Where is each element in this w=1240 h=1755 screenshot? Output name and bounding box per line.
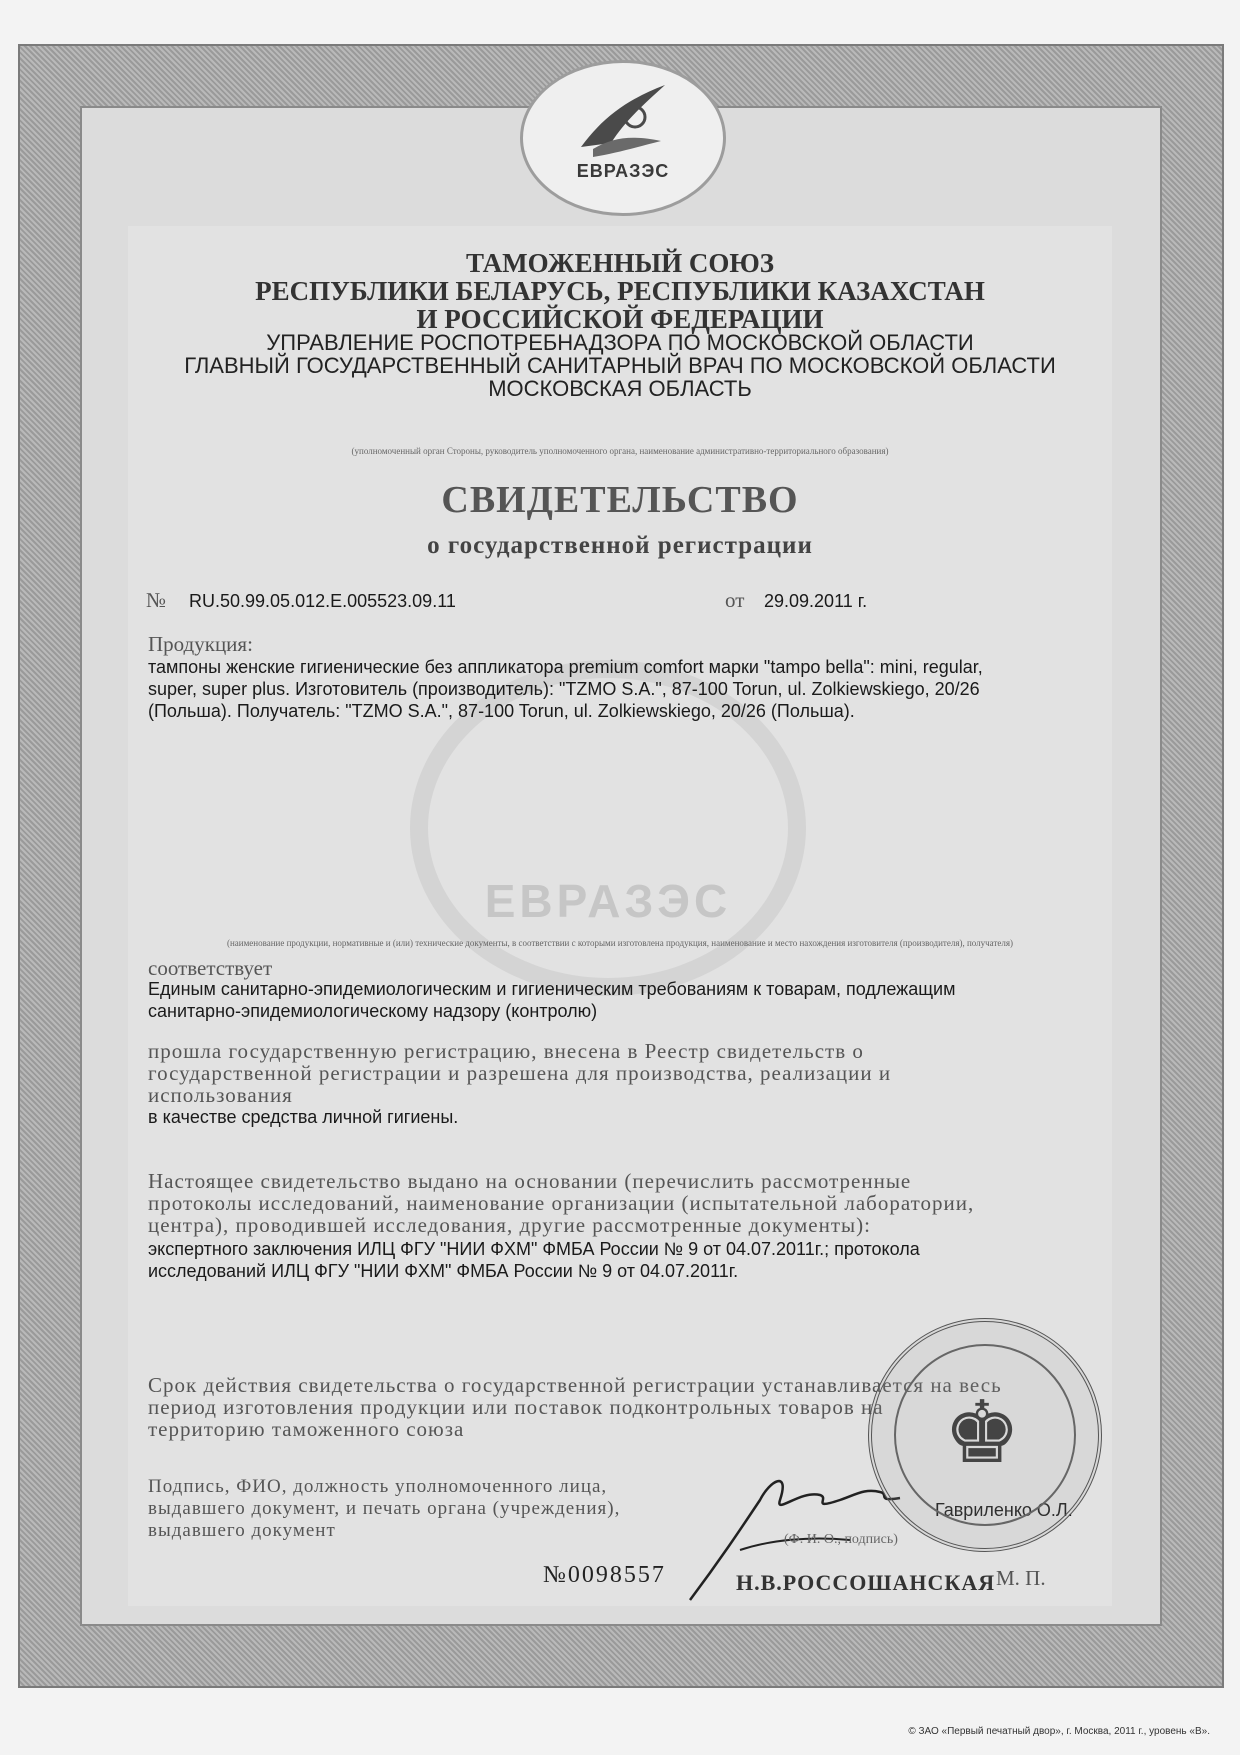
validity-line-1: Срок действия свидетельства о государственной регистрации устанавливается на весь: [148, 1373, 1002, 1397]
basis-value-2: исследований ИЛЦ ФГУ "НИИ ФХМ" ФМБА России № 9 от 04.07.2011г.: [148, 1261, 739, 1281]
basis-line-1: Настоящее свидетельство выдано на основании (перечислить рассмотренные: [148, 1169, 912, 1193]
header-line-2: РЕСПУБЛИКИ БЕЛАРУСЬ, РЕСПУБЛИКИ КАЗАХСТАН: [255, 276, 985, 306]
header-caption: (уполномоченный орган Стороны, руководитель уполномоченного органа, наименование административно-территориального образования): [351, 446, 889, 456]
signatory-name: Гавриленко О.Л.: [935, 1500, 1073, 1520]
mp-label: М. П.: [996, 1566, 1046, 1590]
double-headed-eagle-icon: ♚: [943, 1385, 1021, 1481]
certificate-subtitle: о государственной регистрации: [427, 532, 813, 559]
product-label: Продукция:: [148, 632, 253, 656]
product-line-3: (Польша). Получатель: "TZMO S.A.", 87-100 Torun, ul. Zolkiewskiego, 20/26 (Польша).: [148, 701, 855, 721]
signature-caption-2: выдавшего документ, и печать органа (учреждения),: [148, 1498, 621, 1519]
emblem-bird-icon: [573, 77, 673, 161]
number-label: №: [146, 588, 167, 612]
signature-caption-3: выдавшего документ: [148, 1520, 336, 1541]
registration-purpose: в качестве средства личной гигиены.: [148, 1107, 459, 1127]
validity-line-2: период изготовления продукции или поставок подконтрольных товаров на: [148, 1395, 884, 1419]
registration-number: RU.50.99.05.012.Е.005523.09.11: [189, 591, 456, 611]
conforms-label: соответствует: [148, 956, 273, 980]
header-line-6: МОСКОВСКАЯ ОБЛАСТЬ: [488, 376, 752, 401]
registration-date: 29.09.2011 г.: [764, 591, 868, 611]
header-line-5: ГЛАВНЫЙ ГОСУДАРСТВЕННЫЙ САНИТАРНЫЙ ВРАЧ ПО МОСКОВСКОЙ ОБЛАСТИ: [184, 353, 1056, 378]
registration-line-2: государственной регистрации и разрешена для производства, реализации и: [148, 1061, 892, 1085]
watermark-text: ЕВРАЗЭС: [484, 875, 732, 927]
product-line-1: тампоны женские гигиенические без аппликатора premium comfort марки "tampo bella": mini, regular,: [148, 657, 983, 677]
product-line-2: super, super plus. Изготовитель (производитель): "TZMO S.A.", 87-100 Torun, ul. Zolkiewskiego, 20/26: [148, 679, 980, 699]
header-line-3: И РОССИЙСКОЙ ФЕДЕРАЦИИ: [416, 304, 824, 334]
evrazes-emblem: [520, 60, 726, 216]
basis-line-2: протоколы исследований, наименование организации (испытательной лаборатории,: [148, 1191, 975, 1215]
printer-footer: © ЗАО «Первый печатный двор», г. Москва, 2011 г., уровень «В».: [908, 1726, 1210, 1737]
emblem-text: ЕВРАЗЭС: [576, 161, 670, 181]
stamp-name: Н.В.РОССОШАНСКАЯ: [736, 1570, 996, 1595]
fio-caption: (Ф. И. О., подпись): [784, 1532, 898, 1547]
signature-caption-1: Подпись, ФИО, должность уполномоченного лица,: [148, 1476, 608, 1497]
date-label: от: [725, 588, 745, 612]
certificate-title: СВИДЕТЕЛЬСТВО: [441, 479, 799, 521]
registration-line-1: прошла государственную регистрацию, внесена в Реестр свидетельств о: [148, 1039, 864, 1063]
basis-value-1: экспертного заключения ИЛЦ ФГУ "НИИ ФХМ" ФМБА России № 9 от 04.07.2011г.; протокола: [148, 1239, 920, 1259]
registration-line-3: использования: [148, 1083, 293, 1107]
conforms-line-2: санитарно-эпидемиологическому надзору (контролю): [148, 1001, 598, 1021]
validity-line-3: территорию таможенного союза: [148, 1417, 465, 1441]
conforms-line-1: Единым санитарно-эпидемиологическим и гигиеническим требованиям к товарам, подлежащим: [148, 979, 956, 999]
product-caption: (наименование продукции, нормативные и (или) технические документы, в соответствии с которыми изготовлена продукция, наименование и место нахождения изготовителя (производителя), получателя): [226, 938, 1014, 948]
basis-line-3: центра), проводившей исследования, другие рассмотренные документы):: [148, 1213, 871, 1237]
header-line-1: ТАМОЖЕННЫЙ СОЮЗ: [465, 248, 775, 278]
official-seal: [868, 1318, 1102, 1552]
form-serial-number: №0098557: [543, 1562, 666, 1588]
header-line-4: УПРАВЛЕНИЕ РОСПОТРЕБНАДЗОРА ПО МОСКОВСКОЙ ОБЛАСТИ: [266, 330, 974, 355]
